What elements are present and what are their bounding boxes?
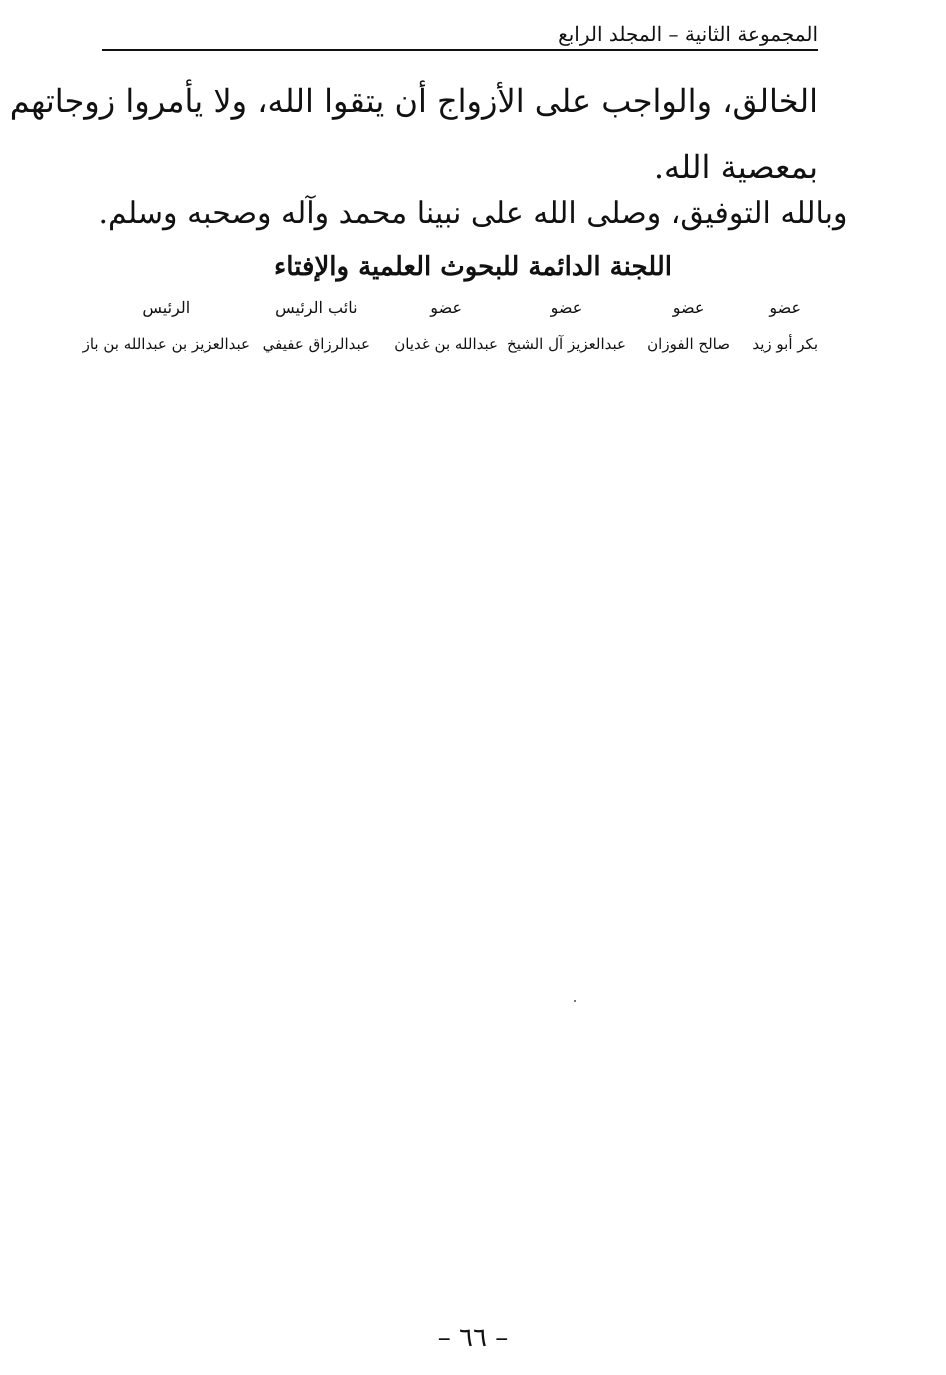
member-name: صالح الفوزان — [647, 335, 730, 353]
member-name: بكر أبو زيد — [752, 335, 818, 353]
member-role: عضو — [550, 298, 583, 317]
member-role: عضو — [769, 298, 802, 317]
member-5 — [263, 298, 370, 354]
member-6 — [83, 298, 250, 354]
committee-members — [82, 298, 818, 378]
page-number: – ٦٦ – — [437, 1323, 509, 1353]
member-2 — [647, 298, 730, 354]
member-1 — [752, 298, 818, 354]
committee-title: اللجنة الدائمة للبحوث العلمية والإفتاء — [274, 252, 672, 282]
member-name: عبدالعزيز بن عبدالله بن باز — [82, 335, 250, 353]
closing-line: وبالله التوفيق، وصلى الله على نبينا محمد وآله وصحبه وسلم. — [98, 196, 848, 231]
member-role: الرئيس — [142, 298, 191, 317]
body-paragraph — [9, 68, 818, 200]
member-role: نائب الرئيس — [275, 298, 358, 317]
body-line-1: الخالق، والواجب على الأزواج أن يتقوا الله، ولا يأمروا زوجاتهم — [9, 82, 818, 120]
member-3 — [507, 298, 626, 354]
member-name: عبدالعزيز آل الشيخ — [507, 335, 626, 353]
header-title: المجموعة الثانية – المجلد الرابع — [552, 22, 818, 46]
member-role: عضو — [430, 298, 462, 317]
member-name: عبدالرزاق عفيفي — [262, 335, 370, 353]
body-line-2: بمعصية الله. — [653, 148, 818, 186]
scan-speck — [574, 1000, 576, 1002]
member-name: عبدالله بن غديان — [394, 335, 498, 353]
running-header — [102, 22, 818, 56]
member-role: عضو — [672, 298, 705, 317]
member-4 — [394, 298, 498, 354]
header-rule — [102, 49, 818, 51]
